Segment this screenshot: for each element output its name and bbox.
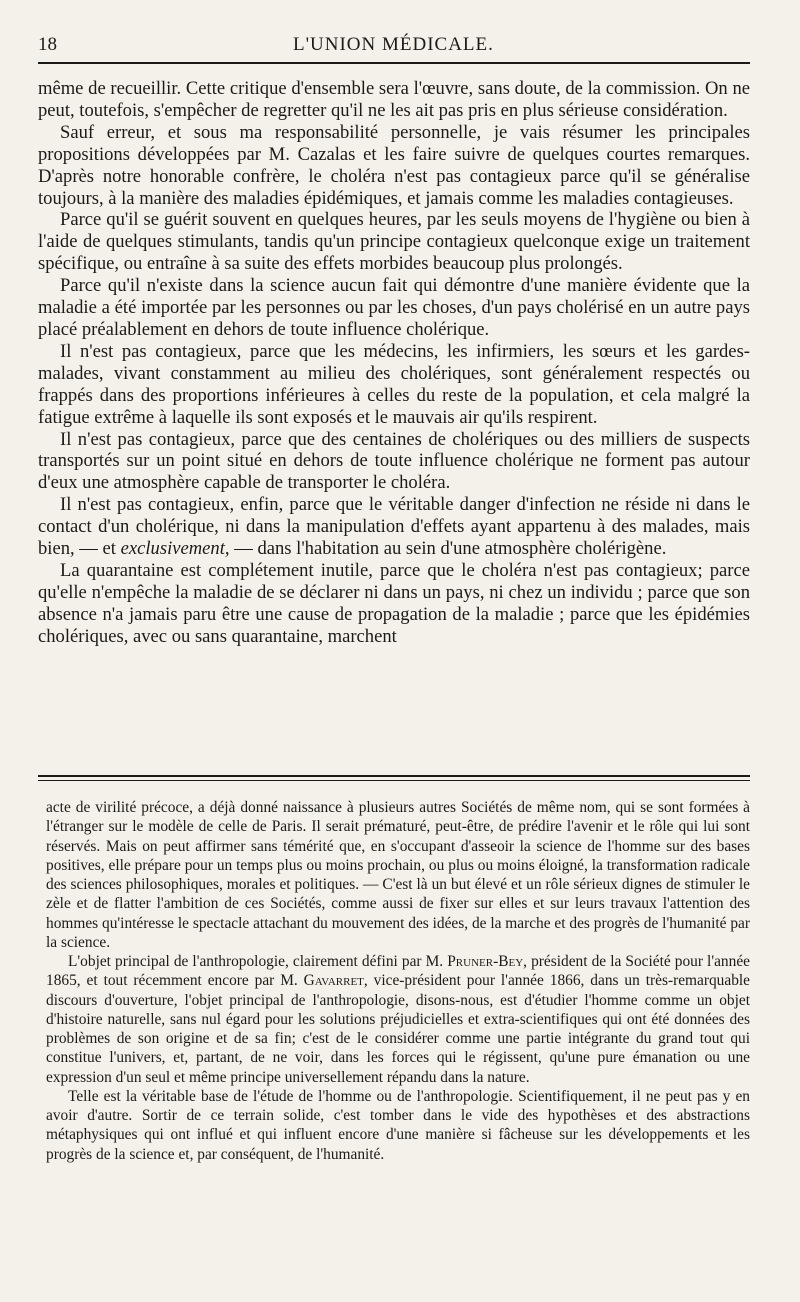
- footnote-paragraph-1: acte de virilité précoce, a déjà donné naissance à plusieurs autres Sociétés de même nom, qui se sont formées à l'étranger sur le modèle de celle de Paris. Il serait prématuré, peut-être, de prédire l'avenir et le rôle qui lui sont réservés. Mais on peut affirmer sans témérité que, en s'occupant d'asseoir la science de l'homme sur des bases positives, elle prépare pour un temps plus ou moins prochain, ou plus ou moins éloigné, la transformation radicale des sciences philosophiques, morales et politiques. — C'est là un but élevé et un rôle sérieux dignes de stimuler le zèle et de flatter l'ambition de ces Sociétés, comme aussi de fixer sur elles et sur leurs travaux l'attention des hommes qu'intéresse le spectacle attachant du mouvement des idées, de la marche et des progrès de l'humanité par la science.: [46, 799, 750, 951]
- footnote-paragraph-2-part-3: , vice-président pour l'année 1866, dans un très-remarquable discours d'ouverture, l'objet principal de l'anthropologie, disons-nous, est d'étudier l'homme comme un objet d'histoire naturelle, sans nul égard pour les solutions préjudicielles et extra-scientifiques qui ont été données des problèmes de son origine et de sa fin; c'est de le considérer comme une partie intégrante du grand tout qui constitue l'univers, et, partant, de ne voir, dans les forces qui le régissent, qu'une pure émanation ou une expression d'un seul et même principe universellement répandu dans la nature.: [46, 972, 750, 1086]
- page-header: [38, 28, 750, 62]
- footnote-paragraph-2-part-2: , président de la Société pour l'année 1865, et tout récemment encore par M.: [46, 953, 750, 990]
- main-paragraph-8: La quarantaine est complétement inutile, parce que le choléra n'est pas contagieux; parce qu'elle n'empêche la maladie de se déclarer ni dans un pays, ni chez un individu ; parce que son absence n'a jamais paru être une cause de propagation de la maladie ; parce que les épidémies cholériques, avec ou sans quarantaine, marchent: [38, 559, 750, 647]
- main-paragraph-6: Il n'est pas contagieux, parce que des centaines de cholériques ou des milliers de suspects transportés sur un point situé en dehors de toute influence cholérique ne forment pas autour d'eux une atmosphère capable de transporter le choléra.: [38, 428, 750, 494]
- footnote-paragraph-2: [46, 952, 750, 1087]
- main-paragraph-4: Parce qu'il n'existe dans la science aucun fait qui démontre d'une manière évidente que la maladie a été importée par les personnes ou par les choses, d'un pays cholérisé en un autre pays placé préalablement en dehors de toute influence cholérique.: [38, 275, 750, 340]
- main-paragraph-5: Il n'est pas contagieux, parce que les médecins, les infirmiers, les sœurs et les gardes-malades, vivant constamment au milieu des cholériques, sont généralement respectés ou frappés dans des proportions inférieures à celles du reste de la population, et cela malgré la fatigue extrême à laquelle ils sont exposés et le mauvais air qu'ils respirent.: [38, 340, 750, 428]
- page-number: 18: [38, 34, 57, 55]
- header-rule: [38, 62, 750, 64]
- footnote-paragraph-3: Telle est la véritable base de l'étude de l'homme ou de l'anthropologie. Scientifiquement, il ne peut pas y en avoir d'autre. Sortir de ce terrain solide, c'est tomber dans le vide des hypothèses et des abstractions métaphysiques qui ont influé et qui influent encore d'une manière si fâcheuse sur les développements et les progrès de la science et, par conséquent, de l'humanité.: [46, 1087, 750, 1163]
- running-title: L'UNION MÉDICALE.: [293, 34, 494, 55]
- main-paragraph-7-part-1: Il n'est pas contagieux, enfin, parce que le véritable danger d'infection ne réside ni dans le contact d'un cholérique, ni dans la manipulation d'effets ayant appartenu à des malades, mais bien, — et: [38, 494, 750, 560]
- author-name-gavarret: Gavarret: [303, 972, 364, 990]
- footnote-text: [46, 798, 750, 1164]
- main-paragraph-7-part-2: — dans l'habitation au sein d'une atmosphère cholérigène.: [229, 538, 667, 560]
- footnote-separator: [38, 775, 750, 781]
- main-paragraph-7: [38, 494, 750, 560]
- main-paragraph-3: Parce qu'il se guérit souvent en quelques heures, par les seuls moyens de l'hygiène ou bien à l'aide de quelques stimulants, tandis qu'un principe contagieux quelconque exige un traitement spécifique, ou entraîne à sa suite des effets morbides beaucoup plus prolongés.: [38, 209, 750, 275]
- main-paragraph-2: Sauf erreur, et sous ma responsabilité personnelle, je vais résumer les principales propositions développées par M. Cazalas et les faire suivre de quelques courtes remarques. D'après notre honorable confrère, le choléra n'est pas contagieux parce qu'il se généralise toujours, à la manière des maladies épidémiques, et jamais comme les maladies contagieuses.: [38, 121, 750, 209]
- main-text: [38, 78, 750, 648]
- emphasis-exclusivement: exclusivement,: [120, 538, 230, 560]
- main-paragraph-1: même de recueillir. Cette critique d'ensemble sera l'œuvre, sans doute, de la commission. On ne peut, toutefois, s'empêcher de regretter qu'il ne les ait pas pris en plus sérieuse considération.: [38, 78, 750, 121]
- author-name-pruner-bey: Pruner-Bey: [447, 953, 524, 970]
- footnote-paragraph-2-part-1: L'objet principal de l'anthropologie, clairement défini par M.: [68, 953, 448, 970]
